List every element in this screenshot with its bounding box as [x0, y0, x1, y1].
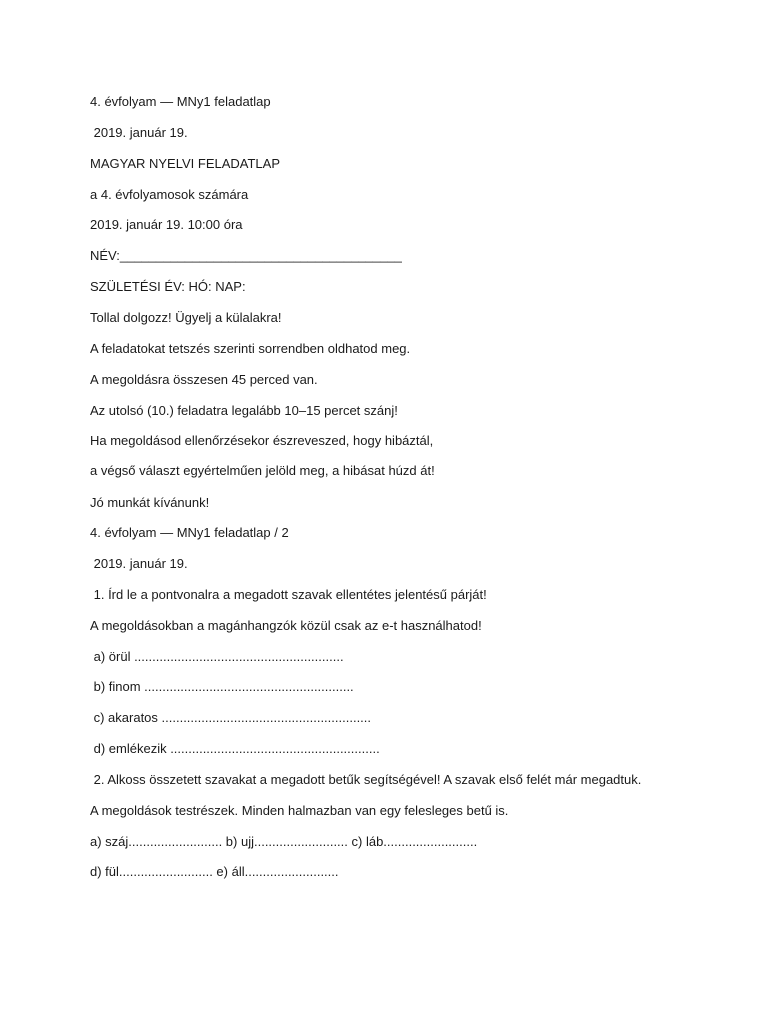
task-2-prompt: 2. Alkoss összetett szavakat a megadott betűk segítségével! A szavak első felét már megadtuk.	[90, 772, 642, 787]
name-field-line: NÉV:_______________________________________	[90, 248, 402, 263]
instruction-line: A megoldásra összesen 45 perced van.	[90, 372, 318, 387]
closing-line: Jó munkát kívánunk!	[90, 495, 210, 510]
task-1-item-d: d) emlékezik ..........................................................	[90, 741, 380, 756]
task-2-items-row-2: d) fül.......................... e) áll..........................	[90, 864, 339, 879]
task-1-prompt: 1. Írd le a pontvonalra a megadott szavak ellentétes jelentésű párját!	[90, 587, 487, 602]
instruction-line: Ha megoldásod ellenőrzésekor észreveszed, hogy hibáztál,	[90, 433, 434, 448]
page-header-title: 4. évfolyam — MNy1 feladatlap / 2	[90, 525, 289, 540]
birthdate-line: SZÜLETÉSI ÉV: HÓ: NAP:	[90, 279, 246, 294]
page-header-date: 2019. január 19.	[90, 556, 188, 571]
task-1-item-c: c) akaratos ..........................................................	[90, 710, 372, 725]
document-title: MAGYAR NYELVI FELADATLAP	[90, 156, 280, 171]
instruction-line: Tollal dolgozz! Ügyelj a külalakra!	[90, 310, 282, 325]
instruction-line: a végső választ egyértelműen jelöld meg, a hibásat húzd át!	[90, 463, 435, 478]
task-2-items-row-1: a) száj.......................... b) ujj.......................... c) láb..........................	[90, 834, 478, 849]
task-1-rule: A megoldásokban a magánhangzók közül csak az e-t használhatod!	[90, 618, 482, 633]
header-date: 2019. január 19.	[90, 125, 188, 140]
header-title: 4. évfolyam — MNy1 feladatlap	[90, 94, 271, 109]
task-1-item-a: a) örül ..........................................................	[90, 649, 344, 664]
instruction-line: A feladatokat tetszés szerinti sorrendben oldhatod meg.	[90, 341, 411, 356]
instruction-line: Az utolsó (10.) feladatra legalább 10–15 percet szánj!	[90, 403, 398, 418]
task-2-rule: A megoldások testrészek. Minden halmazban van egy felesleges betű is.	[90, 803, 509, 818]
exam-datetime: 2019. január 19. 10:00 óra	[90, 217, 243, 232]
task-1-item-b: b) finom ..........................................................	[90, 679, 354, 694]
audience-line: a 4. évfolyamosok számára	[90, 187, 249, 202]
